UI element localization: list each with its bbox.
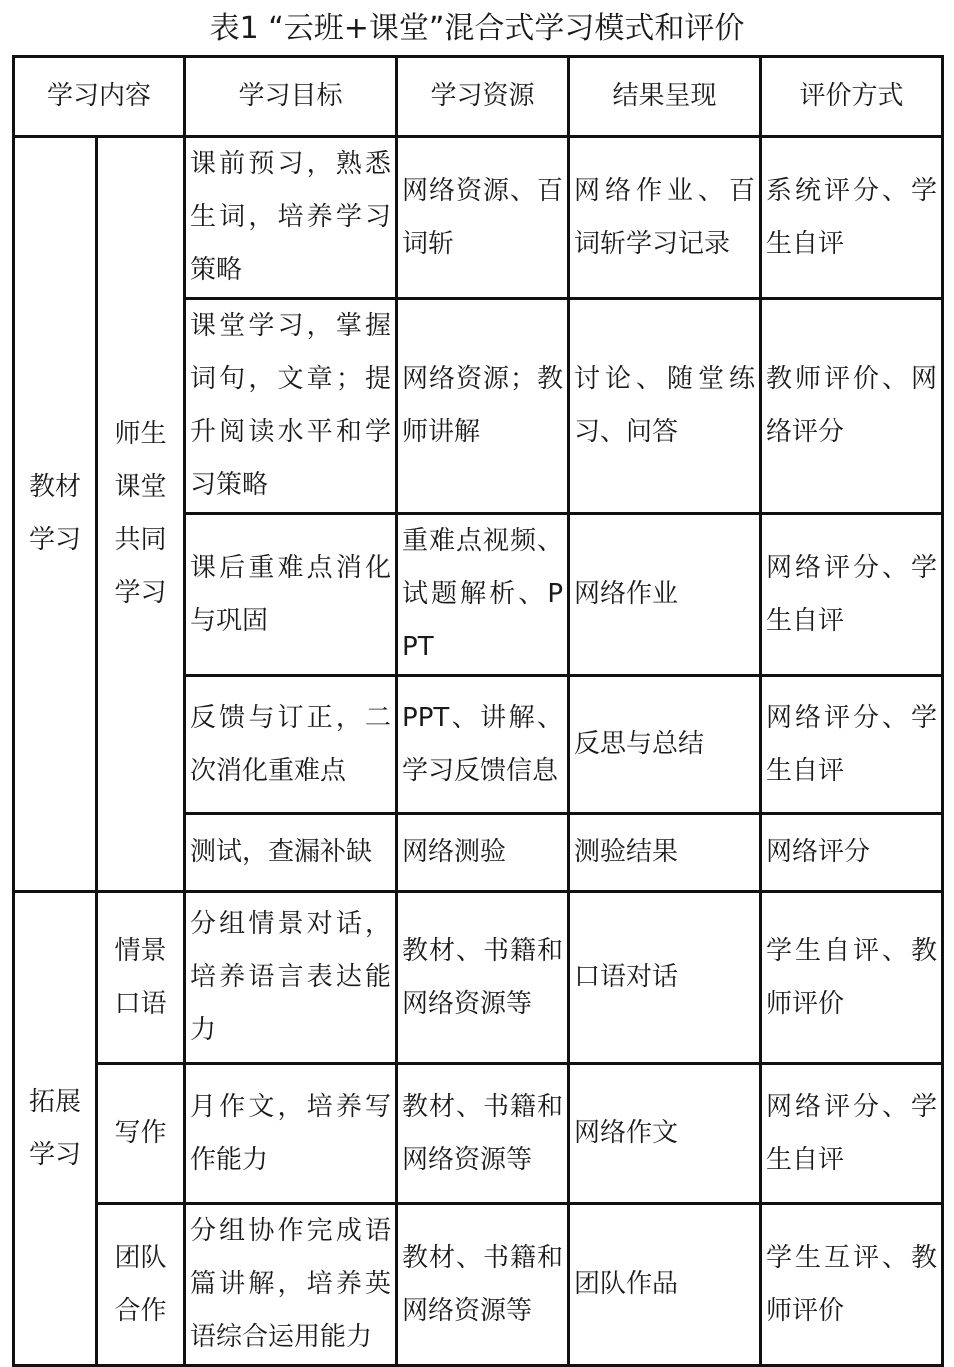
eval-cell: 学生互评、教师评价	[761, 1204, 943, 1366]
resource-cell: PPT、讲解、学习反馈信息	[397, 676, 569, 814]
resource-cell: 教材、书籍和网络资源等	[397, 1064, 569, 1204]
subgroup-situational-speaking: 情景口语	[97, 892, 185, 1064]
header-resource: 学习资源	[397, 57, 569, 137]
goal-cell: 课前预习，熟悉生词，培养学习策略	[185, 137, 397, 299]
table-row	[14, 1204, 943, 1366]
goal-cell: 课后重难点消化与巩固	[185, 514, 397, 676]
goal-cell: 反馈与订正，二次消化重难点	[185, 676, 397, 814]
result-cell: 口语对话	[569, 892, 761, 1064]
header-result: 结果呈现	[569, 57, 761, 137]
eval-cell: 教师评价、网络评分	[761, 299, 943, 514]
result-cell: 反思与总结	[569, 676, 761, 814]
goal-cell: 分组情景对话，培养语言表达能力	[185, 892, 397, 1064]
header-content: 学习内容	[14, 57, 185, 137]
eval-cell: 学生自评、教师评价	[761, 892, 943, 1064]
table-title: 表1 “云班+课堂”混合式学习模式和评价	[209, 11, 745, 46]
resource-cell: 网络测验	[397, 814, 569, 892]
resource-cell: 重难点视频、试题解析、PPT	[397, 514, 569, 676]
header-goal: 学习目标	[185, 57, 397, 137]
subgroup-teamwork: 团队合作	[97, 1204, 185, 1366]
eval-cell: 网络评分	[761, 814, 943, 892]
result-cell: 网络作业、百词斩学习记录	[569, 137, 761, 299]
resource-cell: 教材、书籍和网络资源等	[397, 892, 569, 1064]
eval-cell: 网络评分、学生自评	[761, 676, 943, 814]
goal-cell: 月作文，培养写作能力	[185, 1064, 397, 1204]
learning-mode-table	[12, 55, 944, 1367]
goal-cell: 分组协作完成语篇讲解，培养英语综合运用能力	[185, 1204, 397, 1366]
group-extended-learning: 拓展学习	[14, 892, 97, 1366]
table-row	[14, 137, 943, 299]
header-row	[14, 57, 943, 137]
subgroup-classroom-learning: 师生课堂共同学习	[97, 137, 185, 892]
goal-cell: 测试，查漏补缺	[185, 814, 397, 892]
table-row	[14, 1064, 943, 1204]
resource-cell: 教材、书籍和网络资源等	[397, 1204, 569, 1366]
result-cell: 团队作品	[569, 1204, 761, 1366]
table-row	[14, 892, 943, 1064]
group-textbook-learning: 教材学习	[14, 137, 97, 892]
eval-cell: 网络评分、学生自评	[761, 1064, 943, 1204]
resource-cell: 网络资源、百词斩	[397, 137, 569, 299]
result-cell: 网络作文	[569, 1064, 761, 1204]
resource-cell: 网络资源；教师讲解	[397, 299, 569, 514]
header-eval: 评价方式	[761, 57, 943, 137]
result-cell: 测验结果	[569, 814, 761, 892]
eval-cell: 系统评分、学生自评	[761, 137, 943, 299]
result-cell: 讨论、随堂练习、问答	[569, 299, 761, 514]
goal-cell: 课堂学习，掌握词句，文章；提升阅读水平和学习策略	[185, 299, 397, 514]
result-cell: 网络作业	[569, 514, 761, 676]
eval-cell: 网络评分、学生自评	[761, 514, 943, 676]
subgroup-writing: 写作	[97, 1064, 185, 1204]
